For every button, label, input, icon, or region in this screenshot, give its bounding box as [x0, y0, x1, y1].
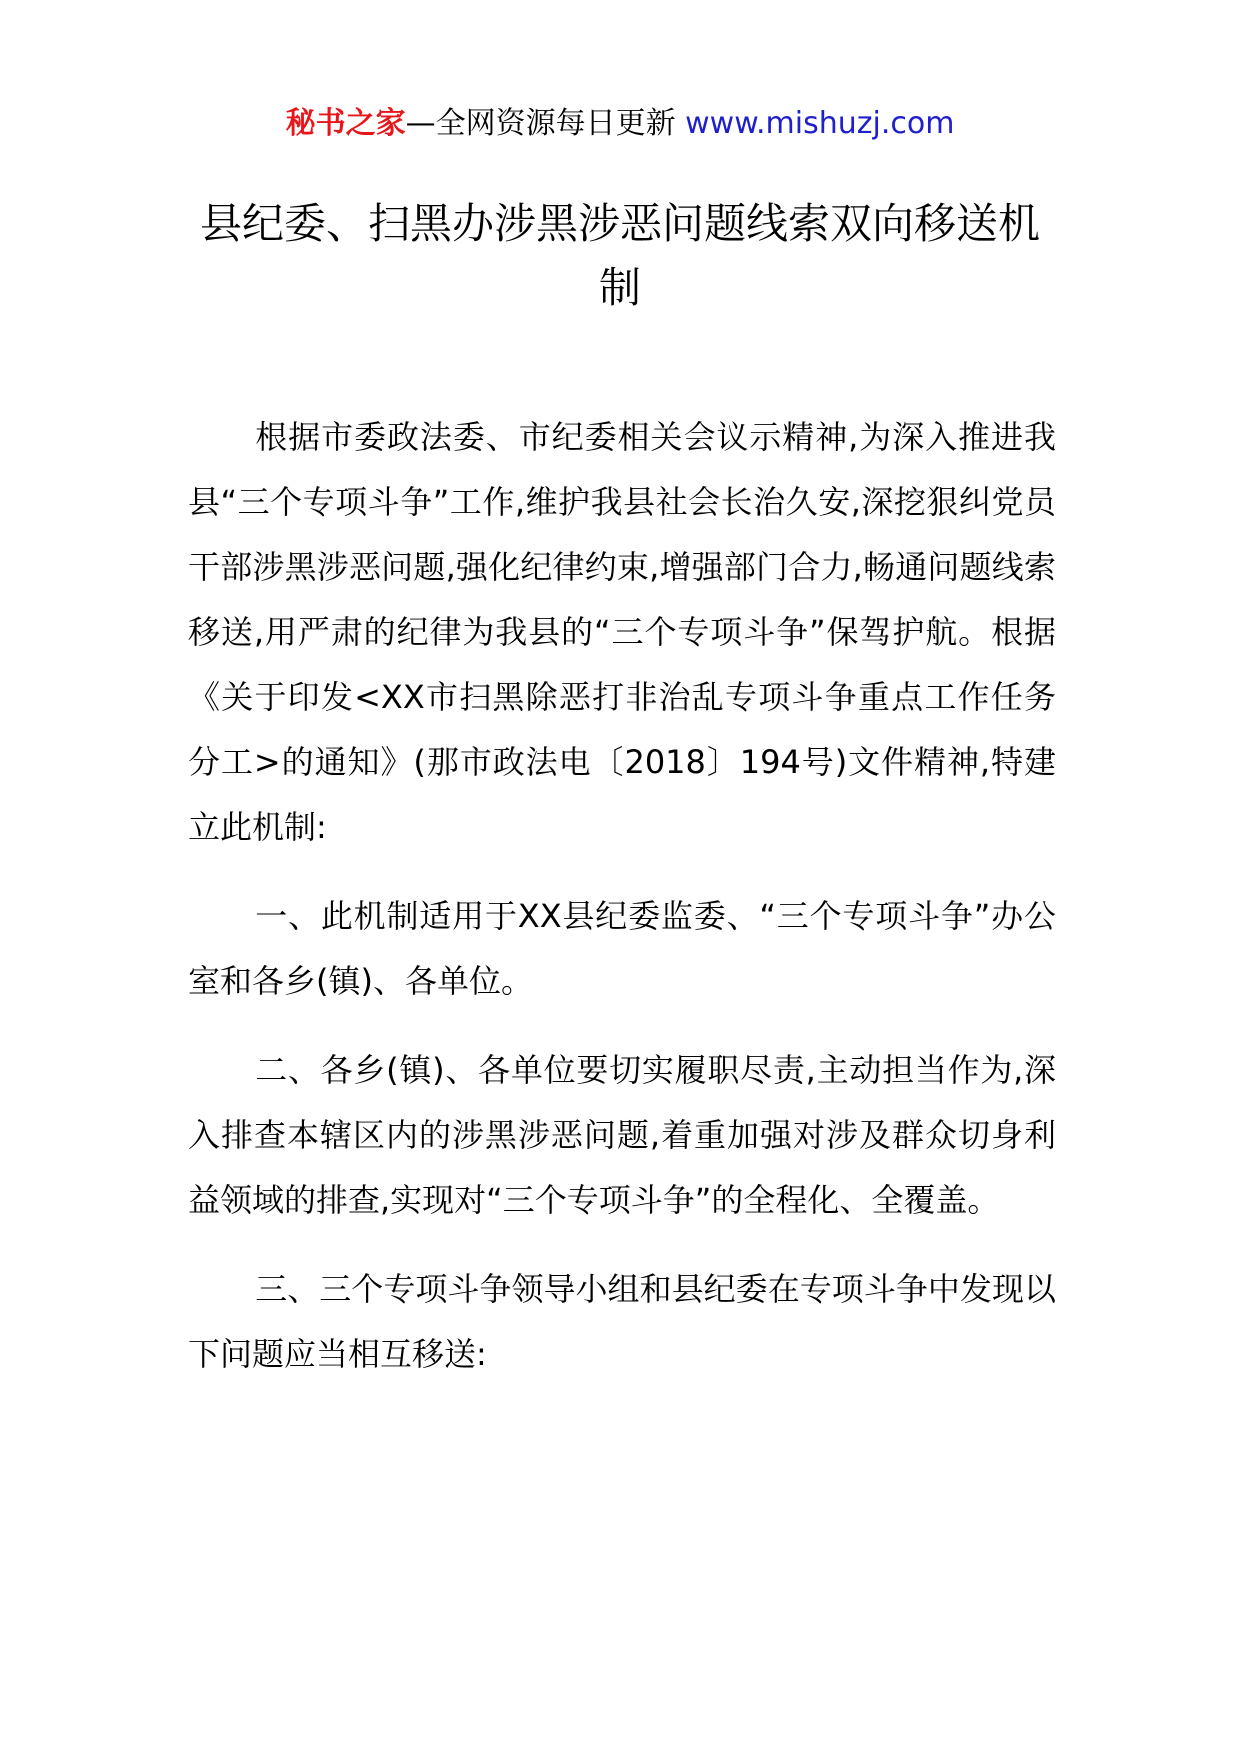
paragraph-item-2: 二、各乡(镇)、各单位要切实履职尽责,主动担当作为,深入排查本辖区内的涉黑涉恶问题,着重加强对涉及群众切身利益领域的排查,实现对“三个专项斗争”的全程化、全覆盖。: [188, 1051, 1056, 1219]
brand-name: 秘书之家: [285, 106, 406, 141]
paragraph-intro: 根据市委政法委、市纪委相关会议示精神,为深入推进我县“三个专项斗争”工作,维护我县社会长治久安,深挖狠纠党员干部涉黑涉恶问题,强化纪律约束,增强部门合力,畅通问题线索移送,用严肃的纪律为我县的“三个专项斗争”保驾护航。根据《关于印发<XX市扫黑除恶打非治乱专项斗争重点工作任务分工>的通知》(那市政法电〔2018〕194号)文件精神,特建立此机制:: [188, 418, 1056, 846]
site-header: [0, 100, 1240, 148]
document-body: [188, 405, 1056, 1411]
paragraph-item-3: 三、三个专项斗争领导小组和县纪委在专项斗争中发现以下问题应当相互移送:: [188, 1270, 1056, 1373]
paragraph-item-1: 一、此机制适用于XX县纪委监委、“三个专项斗争”办公室和各乡(镇)、各单位。: [188, 897, 1056, 1000]
document-title: 县纪委、扫黑办涉黑涉恶问题线索双向移送机制: [199, 199, 1040, 312]
header-slogan: —全网资源每日更新: [405, 106, 686, 141]
site-url-link[interactable]: www.mishuzj.com: [685, 106, 955, 141]
